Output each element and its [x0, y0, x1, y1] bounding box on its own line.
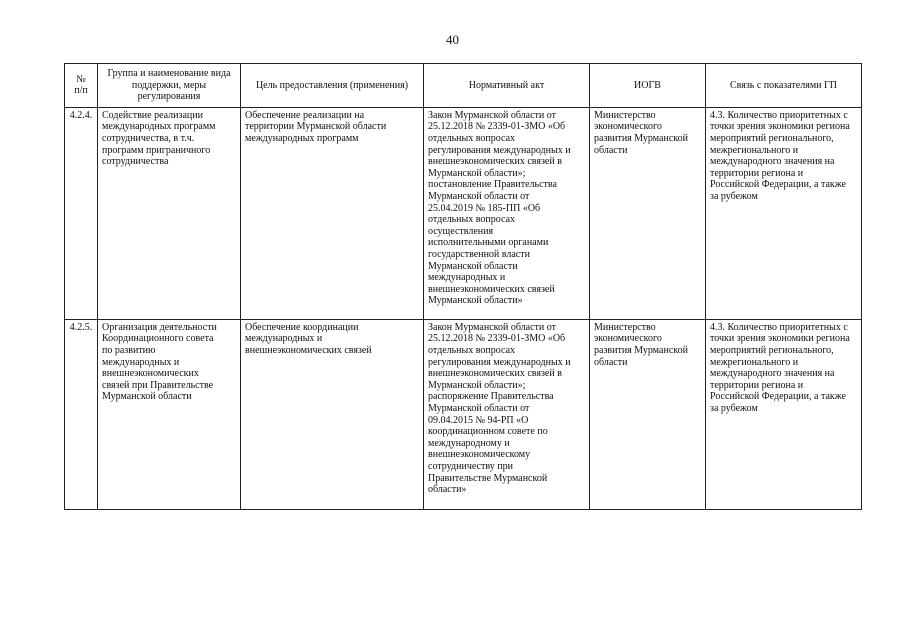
row-iogv: Министерство экономического развития Мурманской области [590, 107, 706, 319]
row-iogv: Министерство экономического развития Мурманской области [590, 319, 706, 509]
header-goal: Цель предоставления (применения) [241, 64, 424, 108]
row-normative-act: Закон Мурманской области от 25.12.2018 № 2339-01-ЗМО «Об отдельных вопросах регулирования международных и внешнеэкономических связей в Мурманской области»; постановление Правительства Мурманской области от 25.04.2019 № 185-ПП «Об отдельных вопросах осуществления исполнительными органами государственной власти Мурманской области международных и внешнеэкономических связей Мурманской области» [424, 107, 590, 319]
header-iogv: ИОГВ [590, 64, 706, 108]
row-number: 4.2.5. [65, 319, 98, 509]
table-header-row [65, 64, 862, 108]
header-normative-act: Нормативный акт [424, 64, 590, 108]
row-measure-name: Содействие реализации международных программ сотрудничества, в т.ч. программ приграничного сотрудничества [98, 107, 241, 319]
header-group-name: Группа и наименование вида поддержки, меры регулирования [98, 64, 241, 108]
header-gp-indicators: Связь с показателями ГП [706, 64, 862, 108]
row-goal: Обеспечение реализации на территории Мурманской области международных программ [241, 107, 424, 319]
page-number: 40 [446, 32, 459, 47]
table-row [65, 107, 862, 319]
row-gp-indicator: 4.3. Количество приоритетных с точки зрения экономики региона мероприятий регионального, межрегионального и международного значения на территории региона и Российской Федерации, а также за рубежом [706, 319, 862, 509]
row-measure-name: Организация деятельности Координационного совета по развитию международных и внешнеэкономических связей при Правительстве Мурманской области [98, 319, 241, 509]
support-measures-table [64, 63, 862, 510]
row-goal: Обеспечение координации международных и внешнеэкономических связей [241, 319, 424, 509]
table-row [65, 319, 862, 509]
row-gp-indicator: 4.3. Количество приоритетных с точки зрения экономики региона мероприятий регионального, межрегионального и международного значения на территории региона и Российской Федерации, а также за рубежом [706, 107, 862, 319]
row-number: 4.2.4. [65, 107, 98, 319]
row-normative-act: Закон Мурманской области от 25.12.2018 № 2339-01-ЗМО «Об отдельных вопросах регулирования международных и внешнеэкономических связей в Мурманской области»; распоряжение Правительства Мурманской области от 09.04.2015 № 94-РП «О координационном совете по международному и внешнеэкономическому сотрудничеству при Правительстве Мурманской области» [424, 319, 590, 509]
header-number: № п/п [65, 64, 98, 108]
